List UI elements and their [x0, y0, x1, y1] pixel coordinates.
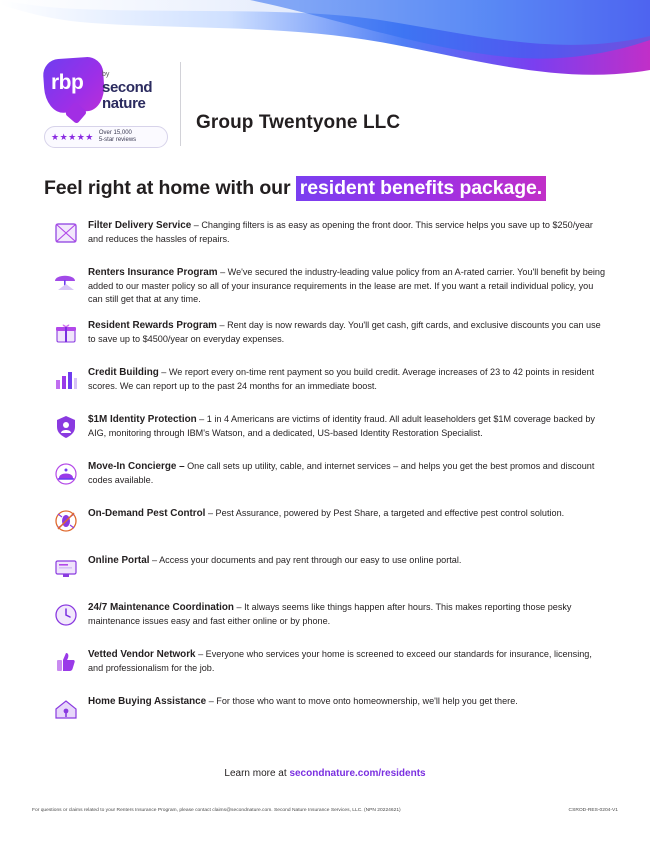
residents-link[interactable]: secondnature.com/residents [289, 768, 426, 779]
list-item-text [88, 459, 606, 487]
list-item-text [88, 265, 606, 306]
list-item-body: – Access your documents and pay rent through our easy to use online portal. [152, 554, 462, 565]
list-item-body: – 1 in 4 Americans are victims of identity fraud. All adult leaseholders get $1M coverage backed by AIG, monitoring through IBM's Watson, and a dedicated, US-based Identity Restoration Specialist. [88, 413, 595, 438]
list-item-text [88, 553, 461, 568]
list-item-text [88, 600, 606, 628]
list-item-text [88, 318, 606, 346]
thumbs-up-icon [44, 647, 88, 682]
pest-control-icon [44, 506, 88, 541]
filter-icon [44, 218, 88, 253]
list-item-title: Renters Insurance Program [88, 267, 218, 278]
list-item-title: Vetted Vendor Network [88, 648, 196, 660]
list-item-body: – Everyone who services your home is screened to exceed our standards for insurance, licensing, and professionalism for the job. [88, 648, 592, 673]
list-item-title: Resident Rewards Program [88, 319, 217, 331]
list-item-body: – We've secured the industry-leading value policy from an A-rated carrier. You'll benefit by being added to our master policy so all of your insurance requirements in the lease are met. If you want a retail individual policy, you can still get that at any time. [88, 267, 606, 304]
list-item-title: Online Portal [88, 554, 150, 566]
header-divider [180, 62, 181, 146]
benefits-list [44, 218, 606, 741]
list-item-text [88, 694, 518, 709]
list-item-text [88, 412, 606, 440]
logo-mark-text: rbp [51, 71, 84, 94]
reviews-label: 5-star reviews [98, 137, 137, 143]
umbrella-house-icon [44, 265, 88, 300]
list-item [44, 553, 606, 588]
list-item [44, 600, 606, 635]
list-item-text [88, 647, 606, 675]
list-item [44, 647, 606, 682]
list-item-title: Home Buying Assistance [88, 695, 207, 707]
list-item-body: – It always seems like things happen after hours. This makes reporting those pesky maintenance issues easy and fast either online or by phone. [88, 601, 572, 626]
list-item [44, 218, 606, 253]
list-item-title: Move-In Concierge – [88, 460, 185, 472]
list-item [44, 506, 606, 541]
list-item [44, 318, 606, 353]
list-item-text [88, 506, 564, 521]
list-item-text [88, 218, 606, 246]
headline-highlight: resident benefits package. [296, 176, 546, 201]
list-item-body: – For those who want to move onto homeownership, we'll help you get there. [208, 695, 518, 706]
reviews-count: Over 15,000 [98, 130, 132, 137]
page-title: Group Twentyone LLC [196, 112, 401, 133]
credit-chart-icon [44, 365, 88, 400]
list-item-title: On-Demand Pest Control [88, 507, 206, 519]
list-item-body: One call sets up utility, cable, and internet services – and helps you get the best promos and discount codes available. [88, 460, 595, 485]
list-item [44, 365, 606, 400]
list-item-body: – We report every on-time rent payment so you build credit. Average increases of 23 to 42 points in resident scores. We can report up to the past 24 months for an immediate boost. [88, 366, 595, 391]
star-rating-icon: ★★★★★ [51, 131, 94, 142]
logo-name-line2: nature [102, 94, 146, 112]
list-item-body: – Pest Assurance, powered by Pest Share, a targeted and effective pest control solution. [207, 507, 565, 518]
reviews-badge [44, 126, 168, 148]
learn-more [0, 768, 650, 779]
list-item-text [88, 365, 606, 393]
gift-icon [44, 318, 88, 353]
learn-more-label: Learn more at [224, 768, 290, 779]
list-item [44, 459, 606, 494]
list-item [44, 694, 606, 729]
list-item-body: – Rent day is now rewards day. You'll get cash, gift cards, and exclusive discounts you can use to save up to $4500/year on everyday expenses. [88, 319, 601, 344]
home-key-icon [44, 694, 88, 729]
reviews-text [99, 130, 136, 144]
document-code: CSROD-RES-0204-V1 [568, 808, 618, 813]
second-nature-wordmark [102, 64, 152, 111]
id-shield-icon [44, 412, 88, 447]
logo-by-text: by [102, 71, 110, 78]
list-item [44, 265, 606, 306]
list-item [44, 412, 606, 447]
list-item-title: Filter Delivery Service [88, 220, 192, 231]
legal-disclaimer: For questions or claims related to your Renters Insurance Program, please contact claims@secondnature.com. Second Nature Insurance Services, LLC. (NPN 20224621) [32, 808, 401, 813]
list-item-title: Credit Building [88, 366, 159, 378]
clock-icon [44, 600, 88, 635]
rbp-logo [44, 58, 170, 148]
headline-plain: Feel right at home with our [44, 177, 296, 199]
headline [44, 177, 546, 200]
list-item-title: $1M Identity Protection [88, 413, 197, 425]
logo-name-line1: second [102, 79, 153, 97]
list-item-title: 24/7 Maintenance Coordination [88, 601, 234, 613]
list-item-body: – Changing filters is as easy as opening the front door. This service helps you save up to $250/year and reduces the hassles of repairs. [88, 220, 593, 245]
monitor-portal-icon [44, 553, 88, 588]
concierge-bell-icon [44, 459, 88, 494]
